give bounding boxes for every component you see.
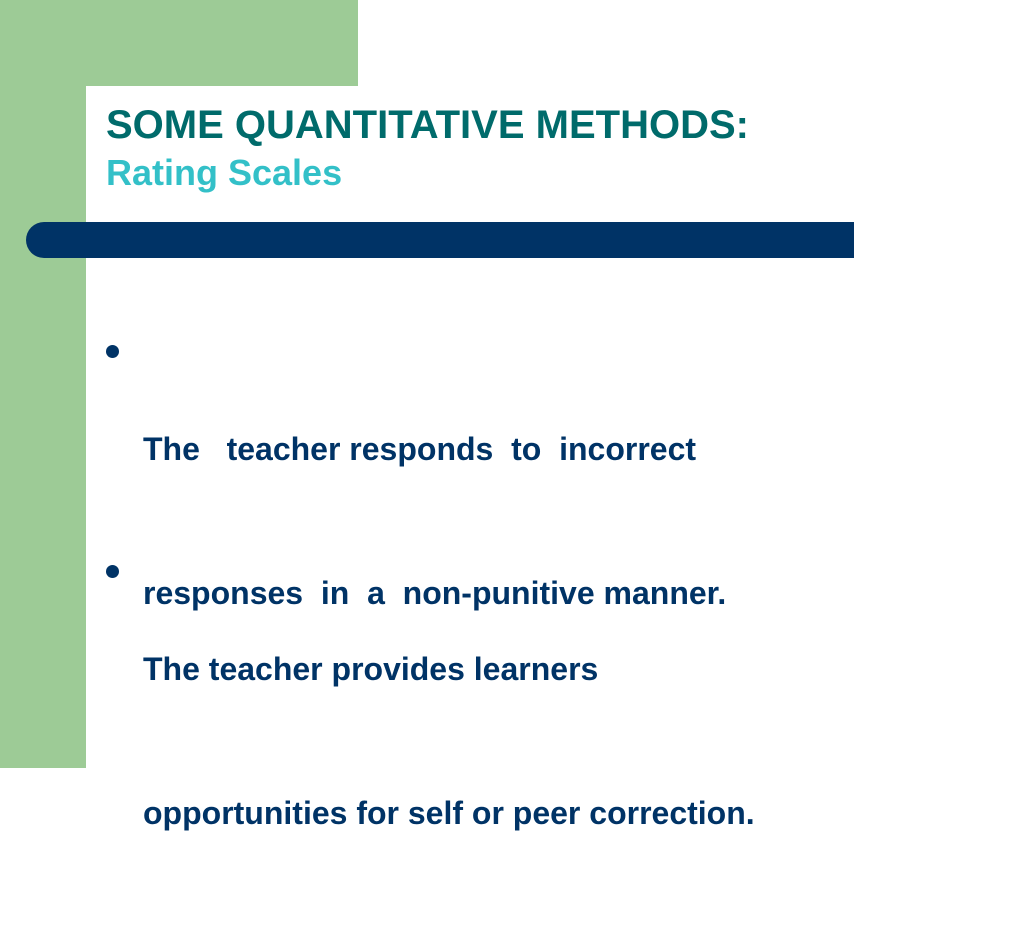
bullet-1-line-2: responses in a non-punitive manner. [143,575,727,611]
green-top-band [0,0,358,86]
slide-subtitle: Rating Scales [106,152,343,193]
bullet-dot-icon [106,565,119,578]
bullet-1-line-1: The teacher responds to incorrect [143,431,697,467]
bullet-item-2 [106,549,966,933]
bullet-dot-icon [106,345,119,358]
bullet-2-line-1: The teacher provides learners [143,651,599,687]
slide-title: SOME QUANTITATIVE METHODS: [106,103,749,147]
title-block [106,100,986,196]
bullet-2-line-2: opportunities for self or peer correction. [143,795,755,831]
bullet-text-2 [143,549,943,933]
title-divider-bar [26,222,854,258]
green-side-band [0,0,86,768]
